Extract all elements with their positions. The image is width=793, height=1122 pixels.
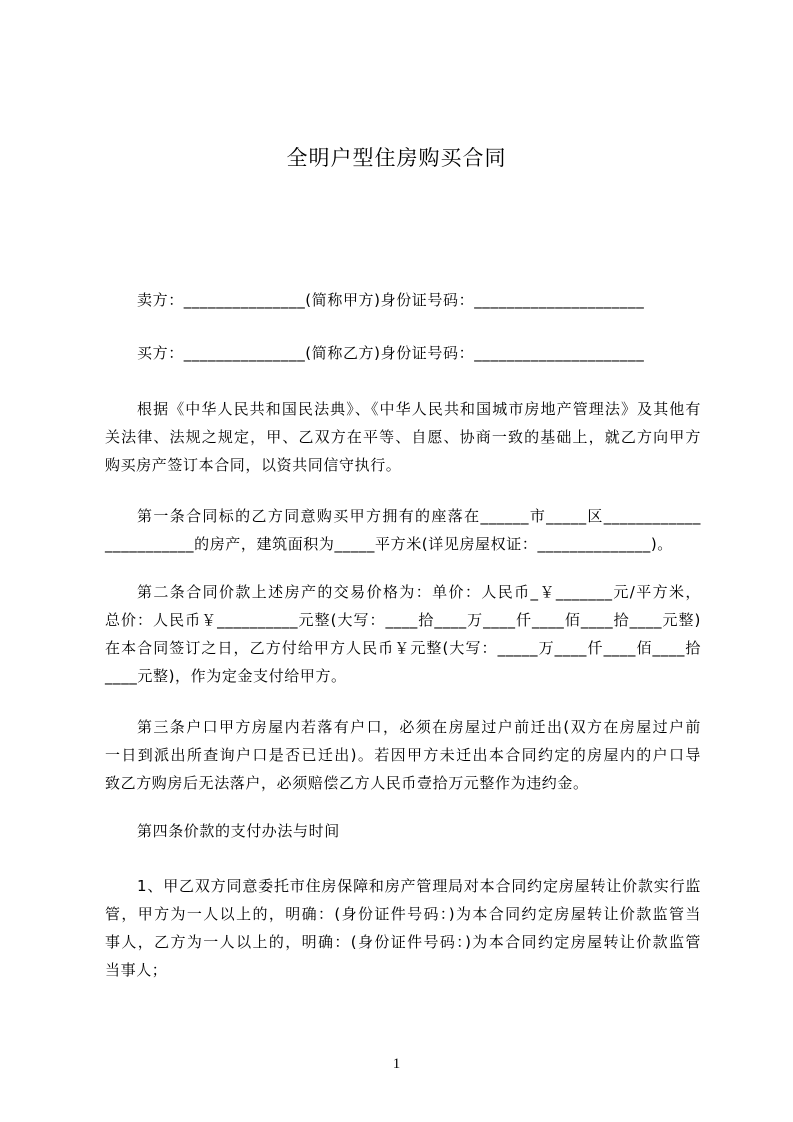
article-1-line: 第一条合同标的乙方同意购买甲方拥有的座落在______市_____区____________ (137, 507, 701, 525)
article-2-line: 在本合同签订之日，乙方付给甲方人民币￥元整(大写：_____万____仟____佰____拾 (105, 639, 701, 657)
article-2-line: 总价：人民币￥__________元整(大写：____拾____万____仟____佰____拾____元整) (105, 611, 701, 629)
preamble-line: 根据《中华人民共和国民法典》、《中华人民共和国城市房地产管理法》及其他有 (137, 400, 701, 418)
clause-1-line: 当事人； (105, 961, 168, 979)
buyer-line: 买方：_______________(简称乙方)身份证号码：_____________________ (137, 344, 645, 362)
clause-1-line: 1、甲乙双方同意委托市住房保障和房产管理局对本合同约定房屋转让价款实行监 (137, 877, 701, 895)
seller-line: 卖方：_______________(简称甲方)身份证号码：_____________________ (137, 291, 645, 309)
page-number: 1 (392, 1056, 401, 1072)
clause-1-line: 事人，乙方为一人以上的，明确：(身份证件号码：)为本合同约定房屋转让价款监管 (105, 933, 701, 951)
article-3-line: 致乙方购房后无法落户，必须赔偿乙方人民币壹拾万元整作为违约金。 (105, 774, 589, 792)
article-4-heading: 第四条价款的支付办法与时间 (137, 822, 340, 840)
preamble-line: 关法律、法规之规定，甲、乙双方在平等、自愿、协商一致的基础上，就乙方向甲方 (105, 428, 701, 446)
article-3-line: 第三条户口甲方房屋内若落有户口，必须在房屋过户前迁出(双方在房屋过户前 (137, 718, 701, 736)
preamble-line: 购买房产签订本合同，以资共同信守执行。 (105, 456, 402, 474)
clause-1-line: 管，甲方为一人以上的，明确：(身份证件号码：)为本合同约定房屋转让价款监管当 (105, 905, 701, 923)
article-1-line: ___________的房产，建筑面积为_____平方米(详见房屋权证：______________)。 (105, 535, 673, 553)
document-title: 全明户型住房购买合同 (286, 146, 507, 170)
article-3-line: 一日到派出所查询户口是否已迁出)。若因甲方未迁出本合同约定的房屋内的户口导 (105, 746, 701, 764)
article-2-line: ____元整)，作为定金支付给甲方。 (105, 667, 347, 685)
article-2-line: 第二条合同价款上述房产的交易价格为：单价：人民币_￥_______元/平方米， (137, 583, 701, 601)
